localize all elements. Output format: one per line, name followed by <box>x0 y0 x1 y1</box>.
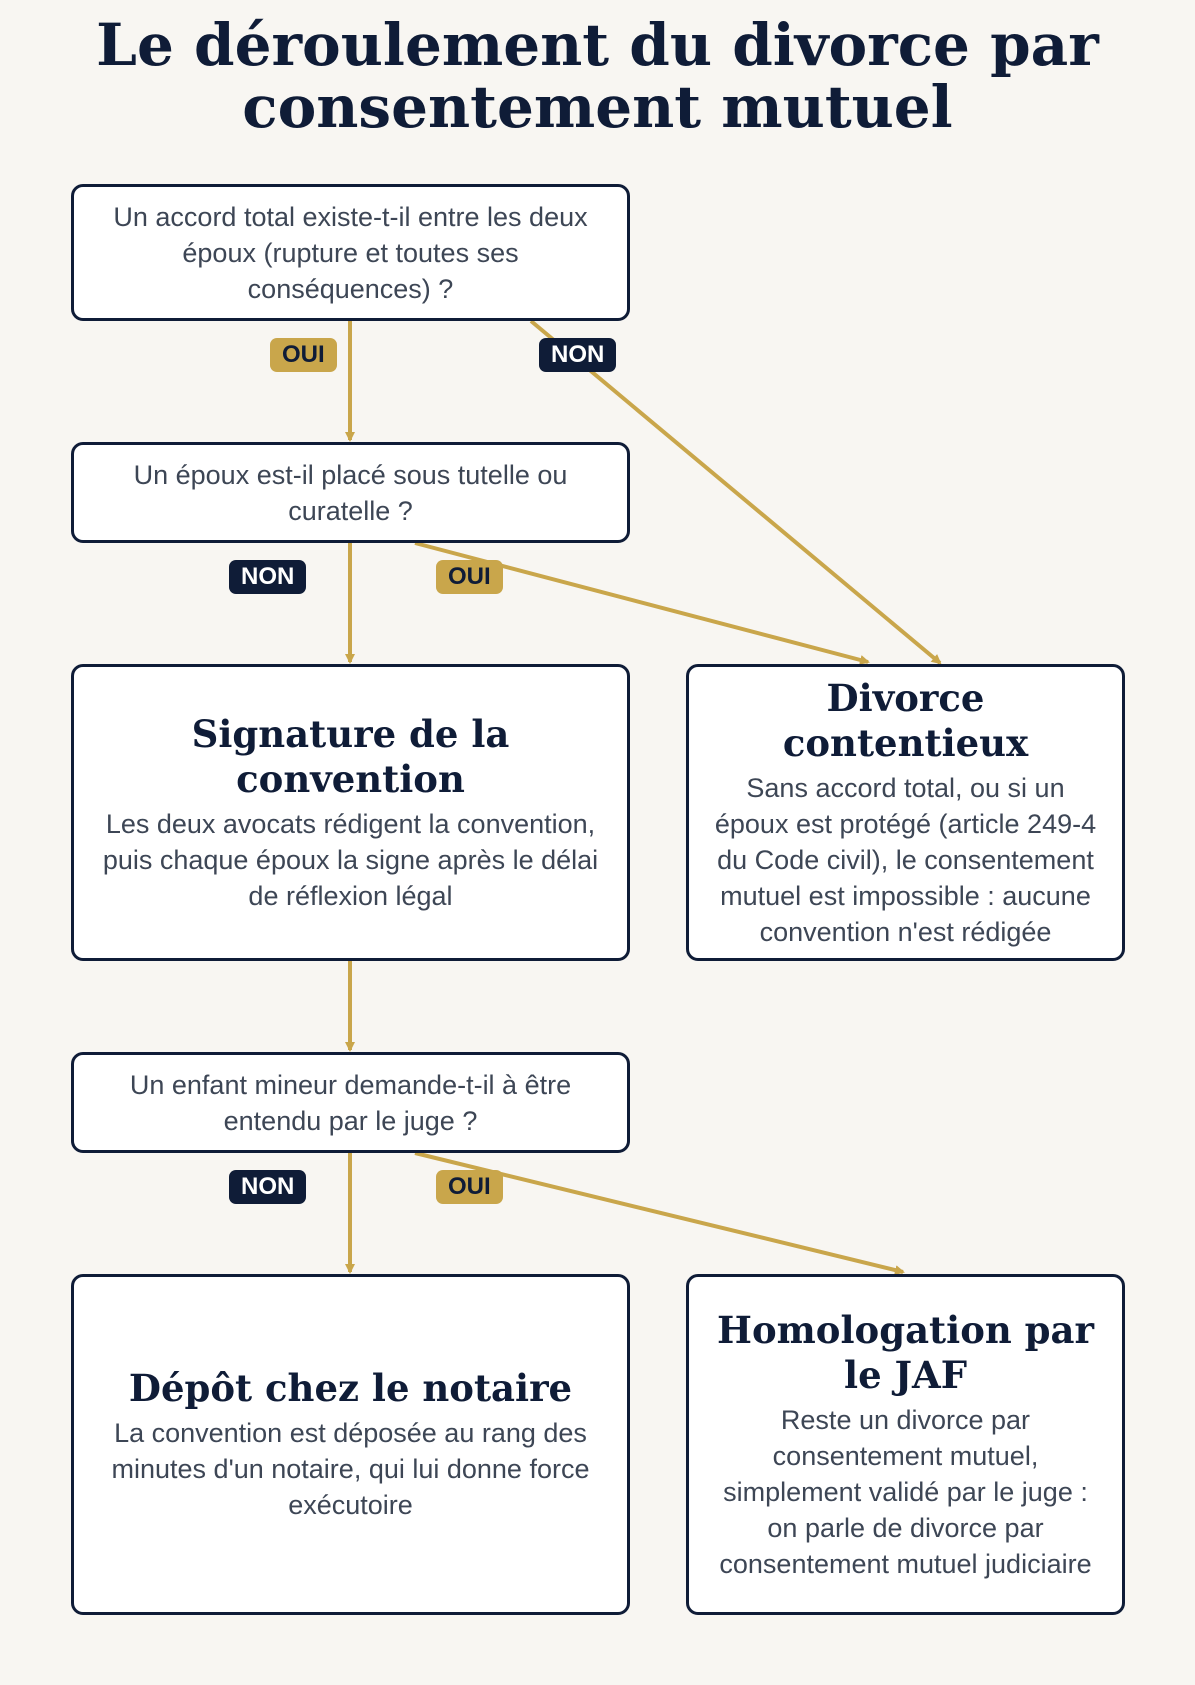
question-enfant-mineur <box>71 1052 630 1153</box>
homologation-jaf-text: Reste un divorce par consentement mutuel, simplement validé par le juge : on parle de divorce par consentement mutuel judiciaire <box>719 1404 1092 1579</box>
question-accord-total-text: Un accord total existe-t-il entre les deux époux (rupture et toutes ses conséquences) ? <box>113 201 588 304</box>
result-signature-convention <box>71 664 630 961</box>
edge-label-accord-oui: OUI <box>270 338 337 372</box>
question-tutelle-text: Un époux est-il placé sous tutelle ou curatelle ? <box>133 459 568 526</box>
signature-convention-title: Signature de la convention <box>191 711 510 801</box>
page-title: Le déroulement du divorce par consentement mutuel <box>96 11 1099 141</box>
signature-convention-text: Les deux avocats rédigent la convention, puis chaque époux la signe après le délai de réflexion légal <box>102 808 599 911</box>
question-accord-total <box>71 184 630 321</box>
question-tutelle <box>71 442 630 543</box>
homologation-jaf-title: Homologation par le JAF <box>717 1307 1094 1397</box>
result-homologation-jaf <box>686 1274 1125 1615</box>
depot-notaire-text: La convention est déposée au rang des minutes d'un notaire, qui lui donne force exécutoire <box>111 1418 590 1520</box>
edge-label-tutelle-oui: OUI <box>436 560 503 594</box>
edge-label-accord-non: NON <box>539 338 616 372</box>
divorce-contentieux-text: Sans accord total, ou si un époux est protégé (article 249-4 du Code civil), le consentement mutuel est impossible : aucune convention n'est rédigée <box>714 772 1097 947</box>
divorce-contentieux-title: Divorce contentieux <box>782 675 1029 765</box>
edge-label-tutelle-non: NON <box>229 560 306 594</box>
result-divorce-contentieux <box>686 664 1125 961</box>
result-depot-notaire <box>71 1274 630 1615</box>
edge-label-enfant-oui: OUI <box>436 1170 503 1204</box>
edge-label-enfant-non: NON <box>229 1170 306 1204</box>
question-enfant-mineur-text: Un enfant mineur demande-t-il à être entendu par le juge ? <box>129 1069 572 1136</box>
depot-notaire-title: Dépôt chez le notaire <box>128 1366 573 1410</box>
